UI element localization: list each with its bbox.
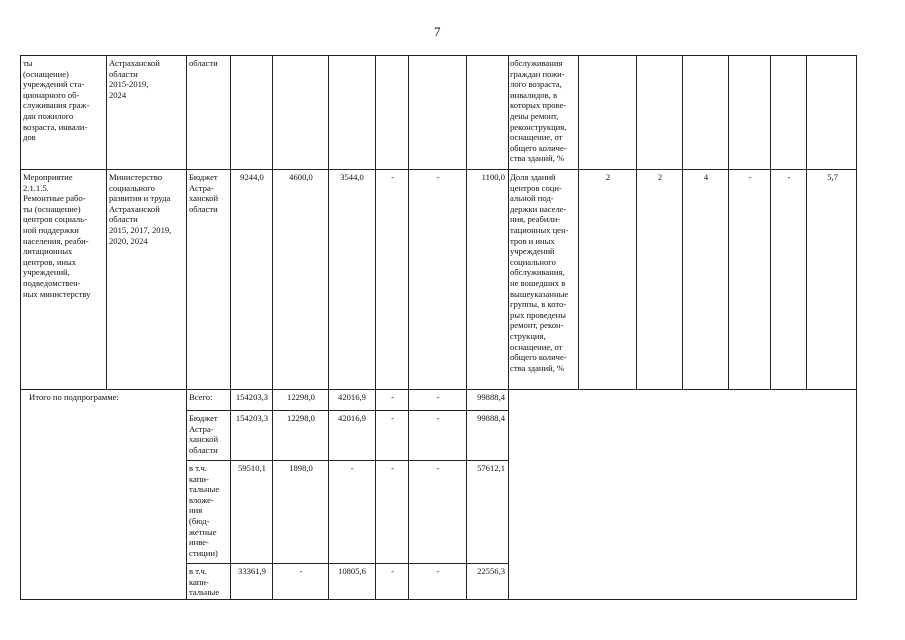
row-divider bbox=[186, 563, 508, 564]
total-value: 42016,9 bbox=[338, 413, 366, 423]
total-value: 59510,1 bbox=[238, 463, 266, 473]
column-divider bbox=[578, 55, 579, 389]
value-2019: 1100,0 bbox=[481, 172, 505, 182]
total-value: - bbox=[436, 566, 440, 576]
target-1: 2 bbox=[605, 172, 611, 182]
total-value: 154203,3 bbox=[235, 392, 269, 402]
total-value: - bbox=[350, 463, 354, 473]
column-divider bbox=[328, 55, 329, 600]
column-divider bbox=[230, 55, 231, 600]
value-total: 9244,0 bbox=[240, 172, 264, 182]
column-divider bbox=[770, 55, 771, 389]
indicator-cont: обслуживания граждан пожи- лого возраста, инвалидов, в которых прове- дены ремонт, реконструкция, оснащение, от общего количе- ства зданий, % bbox=[510, 58, 567, 164]
value-2017: - bbox=[391, 172, 394, 182]
total-value: 22556,3 bbox=[477, 566, 505, 576]
target-5: - bbox=[787, 172, 791, 182]
total-value: 154203,3 bbox=[235, 413, 269, 423]
total-value: 10805,6 bbox=[338, 566, 366, 576]
total-value: 12298,0 bbox=[287, 392, 315, 402]
column-divider bbox=[466, 55, 467, 600]
table-top-border bbox=[20, 55, 857, 56]
executor-cont: Астраханской области 2015-2019, 2024 bbox=[109, 58, 160, 100]
measure-name: Мероприятие 2.1.1.5. Ремонтные рабо- ты (оснащение) центров социаль- ной поддержки населения, реаби- литационных центров, иных учреждений, подведомствен- ных министерству bbox=[23, 172, 91, 299]
column-divider bbox=[106, 55, 107, 389]
total-value: - bbox=[436, 413, 440, 423]
row-divider bbox=[20, 169, 857, 170]
column-divider bbox=[728, 55, 729, 389]
indicator-name: Доля зданий центров соци- альной под- держки населе- ния, реабили- тационных цен- тров и иных учреждений социального обслуживания, не вошедших в вышеуказанные группы, в кото- рых проведены ремонт, рекон- струкция, оснащение, от общего количе- ства зданий, % bbox=[510, 172, 569, 373]
target-2: 2 bbox=[657, 172, 663, 182]
total-value: - bbox=[299, 566, 303, 576]
total-value: 12298,0 bbox=[287, 413, 315, 423]
total-source: Бюджет Астра- ханской области bbox=[189, 413, 219, 455]
total-value: 1898,0 bbox=[289, 463, 313, 473]
column-divider bbox=[375, 55, 376, 600]
column-divider bbox=[408, 55, 409, 600]
value-2015: 4600,0 bbox=[289, 172, 313, 182]
total-value: 33361,9 bbox=[238, 566, 266, 576]
target-3: 4 bbox=[703, 172, 709, 182]
total-value: 99888,4 bbox=[477, 413, 505, 423]
column-divider bbox=[272, 55, 273, 600]
total-label: Итого по подпрограмме: bbox=[29, 392, 119, 402]
value-2016: 3544,0 bbox=[340, 172, 364, 182]
total-source: в т.ч. капи- тальные вложе- ния (бюд- жетные инве- стиции) bbox=[189, 463, 220, 558]
funding-source: Бюджет Астра- ханской области bbox=[189, 172, 219, 214]
page-number: 7 bbox=[434, 24, 441, 39]
total-value: - bbox=[391, 463, 394, 473]
total-value: - bbox=[391, 413, 394, 423]
total-value: 42016,9 bbox=[338, 392, 366, 402]
total-value: - bbox=[436, 463, 440, 473]
table-left-border bbox=[20, 55, 21, 600]
total-source: в т.ч. капи- тальные bbox=[189, 566, 220, 598]
total-value: - bbox=[391, 566, 394, 576]
row-divider bbox=[20, 389, 857, 390]
value-2018: - bbox=[436, 172, 440, 182]
column-divider bbox=[636, 55, 637, 389]
row-divider bbox=[186, 410, 508, 411]
column-divider bbox=[682, 55, 683, 389]
total-value: 99888,4 bbox=[477, 392, 505, 402]
table-right-border bbox=[856, 55, 857, 600]
target-4: - bbox=[748, 172, 752, 182]
row-divider bbox=[186, 460, 508, 461]
column-divider bbox=[508, 55, 509, 600]
total-source: Всего: bbox=[189, 392, 213, 402]
total-value: - bbox=[436, 392, 440, 402]
executor: Министерство социального развития и труда Астраханской области 2015, 2017, 2019, 2020, 2024 bbox=[109, 172, 172, 246]
total-value: 57612,1 bbox=[477, 463, 505, 473]
column-divider bbox=[186, 55, 187, 600]
source-cont: области bbox=[189, 58, 218, 68]
measure-name-cont: ты (оснащение) учреждений ста- ционарного об- служивания граж- дан пожилого возраста, инвали- дов bbox=[23, 58, 90, 143]
target-6: 5,7 bbox=[827, 172, 838, 182]
column-divider bbox=[806, 55, 807, 389]
table-bottom-border bbox=[20, 599, 857, 600]
total-value: - bbox=[391, 392, 394, 402]
